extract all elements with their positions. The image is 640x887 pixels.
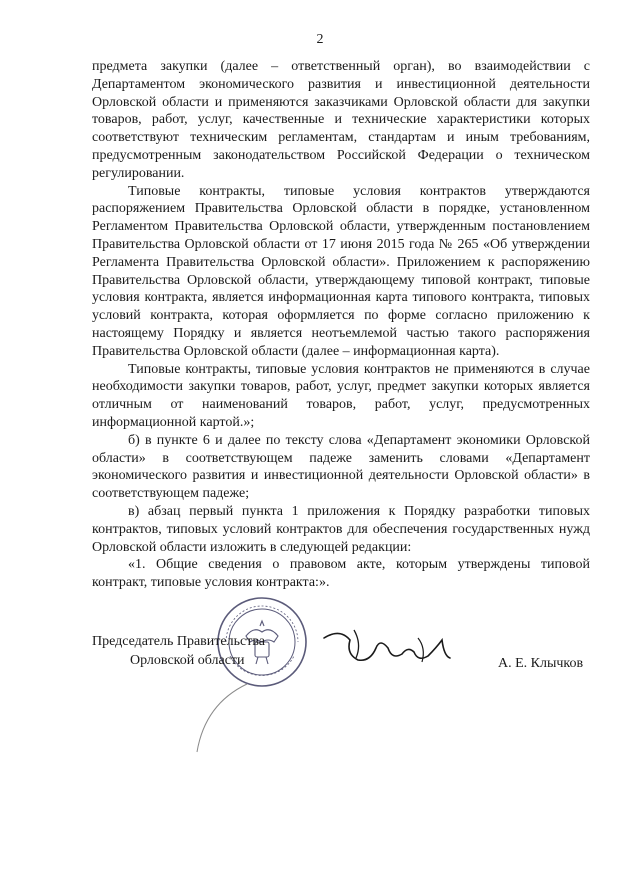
paragraph-4: б) в пункте 6 и далее по тексту слова «Департамент экономики Орловской области» в соответствующем падеже заменить словами «Департамент экономического развития и инвестиционной деятельности Орловской области» в соответствующем падеже;: [92, 432, 590, 502]
paragraph-2: Типовые контракты, типовые условия контрактов утверждаются распоряжением Правительства Орловской области в порядке, установленном Регламентом Правительства Орловской области, утвержденным постановлением Правительства Орловской области от 17 июня 2015 года № 265 «Об утверждении Регламента Правительства Орловской области». Приложением к распоряжению Правительства Орловской области, утверждающему типовой контракт, типовые условия контракта, является информационная карта типового контракта, типовых условий контракта, которая оформляется по форме согласно приложению к настоящему Порядку и является неотъемлемой частью такого распоряжения Правительства Орловской области (далее – информационная карта).: [92, 183, 590, 359]
paragraph-3: Типовые контракты, типовые условия контрактов не применяются в случае необходимости закупки товаров, работ, услуг, предмет закупки которых является отличным от наименований товаров, работ, услуг, предусмотренных информационной картой.»;: [92, 361, 590, 430]
paragraph-6: «1. Общие сведения о правовом акте, которым утверждены типовой контракт, типовые условия контракта:».: [92, 557, 590, 591]
signatory-name: А. Е. Клычков: [498, 656, 584, 671]
paragraph-1: предмета закупки (далее – ответственный орган), во взаимодействии с Департаментом экономического развития и инвестиционной деятельности Орловской области и применяются заказчиками Орловской области для закупки товаров, работ, услуг, качественные и технические характеристики которых соответствуют техническим регламентам, стандартам и иным требованиям, предусмотренным законодательством Российской Федерации о техническом регулировании.: [92, 59, 590, 181]
paragraph-5: в) абзац первый пункта 1 приложения к Порядку разработки типовых контрактов, типовых условий контрактов для обеспечения государственных нужд Орловской области изложить в следующей редакции:: [92, 503, 590, 555]
seal-stroke-mark: [185, 680, 265, 760]
signatory-title-line-2: Орловской области: [130, 653, 245, 668]
page-number: 2: [316, 32, 324, 47]
signatory-title-line-1: Председатель Правительства: [92, 634, 265, 649]
document-body: [92, 58, 590, 592]
handwritten-signature-icon: [318, 618, 468, 678]
